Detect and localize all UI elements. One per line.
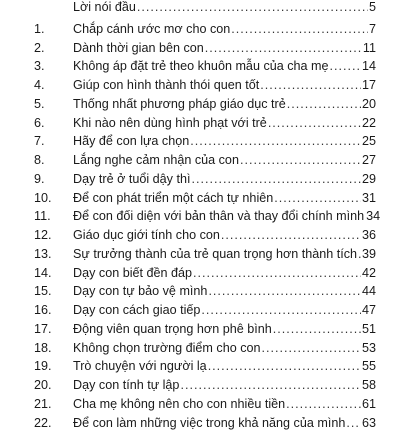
toc-entry (0, 207, 400, 225)
toc-entry-page: 42 (361, 265, 376, 280)
toc-entry (0, 414, 400, 432)
toc-entry-page: 7 (368, 21, 376, 36)
toc-entry-page: 11 (362, 40, 376, 55)
toc-entry (0, 151, 400, 169)
toc-entry (0, 226, 400, 244)
toc-entry-page: 27 (361, 153, 376, 167)
toc-entry-number: 9. (34, 171, 45, 186)
dot-leader (287, 95, 361, 113)
toc-entry-title: Sự trưởng thành của trẻ quan trọng hơn thành tích (73, 246, 358, 261)
toc-entry-page: 58 (361, 378, 376, 392)
toc-entry (0, 357, 400, 375)
toc-entry-page: 20 (361, 96, 376, 111)
toc-entry-number: 12. (34, 228, 52, 242)
dot-leader (274, 189, 361, 207)
toc-entry-title: Lời nói đầu (73, 0, 136, 14)
toc-entry-number: 10. (34, 190, 52, 205)
dot-leader (260, 76, 361, 94)
toc-entry-title: Để con phát triển một cách tự nhiên (73, 190, 274, 205)
dot-leader (330, 57, 361, 75)
toc-entry-page: 34 (366, 209, 381, 224)
toc-entry-number: 5. (34, 96, 45, 111)
toc-entry-title: Dạy con cách giao tiếp (73, 303, 201, 317)
toc-entry (0, 395, 400, 413)
toc-entry (0, 20, 400, 38)
dot-leader (268, 114, 361, 132)
dot-leader (201, 301, 361, 319)
toc-preface (0, 0, 400, 16)
toc-entry (0, 114, 400, 132)
toc-entry-number: 17. (34, 321, 52, 336)
toc-entry (0, 320, 400, 338)
toc-entry-title: Không áp đặt trẻ theo khuôn mẫu của cha mẹ (73, 59, 329, 74)
toc-entry-title: Trò chuyện với người lạ (73, 359, 207, 374)
toc-entry-number: 7. (34, 134, 45, 149)
toc-entry-title: Hãy để con lựa chọn (73, 134, 190, 149)
toc-entry-title: Dạy con tự bảo vệ mình (73, 284, 208, 299)
toc-entry-page: 5 (368, 0, 376, 14)
toc-entry-number: 21. (34, 396, 52, 411)
dot-leader (262, 339, 361, 357)
dot-leader (208, 282, 361, 300)
dot-leader (273, 320, 361, 338)
toc-entry-title: Giáo dục giới tính cho con (73, 228, 220, 242)
toc-entry-number: 18. (34, 340, 52, 355)
toc-entry-number: 2. (34, 40, 45, 55)
toc-entry-number: 22. (34, 415, 52, 430)
toc-entry-title: Để con đối diện với bản thân và thay đổi chính mình (73, 209, 365, 224)
toc-entry-page: 55 (361, 359, 376, 374)
toc-entry-page: 17 (361, 78, 376, 92)
dot-leader (205, 39, 362, 57)
toc-entry-page: 31 (361, 190, 376, 205)
toc-entry-number: 19. (34, 359, 52, 374)
toc-entry-page: 14 (361, 59, 376, 74)
toc-entry-number: 14. (34, 265, 52, 280)
toc-entry (0, 95, 400, 113)
toc-entry-title: Cha mẹ không nên cho con nhiều tiền (73, 396, 286, 411)
toc-entry-page: 51 (361, 321, 376, 336)
toc-entry-title: Chắp cánh ước mơ cho con (73, 21, 231, 36)
toc-entry (0, 339, 400, 357)
dot-leader (137, 0, 368, 16)
toc-entry-number: 20. (34, 378, 52, 392)
toc-entry (0, 282, 400, 300)
toc-entry (0, 170, 400, 188)
dot-leader (358, 245, 361, 263)
toc-entry-title: Giúp con hình thành thói quen tốt (73, 78, 260, 92)
toc-entry-page: 53 (361, 340, 376, 355)
toc-entry-number: 4. (34, 78, 45, 92)
toc-entry-page: 36 (361, 228, 376, 242)
toc-entry-page: 25 (361, 134, 376, 149)
toc-entry (0, 132, 400, 150)
toc-entry-number: 3. (34, 59, 45, 74)
toc-entry-title: Động viên quan trọng hơn phê bình (73, 321, 272, 336)
dot-leader (346, 414, 361, 432)
toc-entry (0, 376, 400, 394)
toc-entry (0, 57, 400, 75)
toc-entry (0, 245, 400, 263)
toc-entry (0, 301, 400, 319)
toc-entry-number: 13. (34, 246, 52, 261)
toc-entry-title: Không chọn trường điểm cho con (73, 340, 261, 355)
toc-entry-number: 6. (34, 115, 45, 130)
toc-entry-number: 8. (34, 153, 45, 167)
dot-leader (193, 264, 361, 282)
toc-entry-title: Dạy con tính tự lập (73, 378, 180, 392)
toc-entry-title: Dạy trẻ ở tuổi dậy thì (73, 171, 191, 186)
toc-entry (0, 76, 400, 94)
toc-entry-page: 44 (361, 284, 376, 299)
dot-leader (231, 20, 368, 38)
toc-entry-page: 61 (361, 396, 376, 411)
toc-entry-title: Khi nào nên dùng hình phạt với trẻ (73, 115, 267, 130)
toc-entry-title: Thống nhất phương pháp giáo dục trẻ (73, 96, 286, 111)
toc-entry (0, 39, 400, 57)
dot-leader (208, 357, 361, 375)
toc-entry-title: Dạy con biết đền đáp (73, 265, 193, 280)
toc-entry-number: 1. (34, 21, 45, 36)
toc-entry-page: 39 (361, 246, 376, 261)
toc-entry-number: 15. (34, 284, 52, 299)
toc-entry-title: Lắng nghe cảm nhận của con (73, 153, 239, 167)
toc-entry-number: 11. (34, 209, 51, 224)
dot-leader (221, 226, 361, 244)
toc-entry (0, 189, 400, 207)
toc-entry-page: 63 (361, 415, 376, 430)
dot-leader (180, 376, 361, 394)
toc-entry-number: 16. (34, 303, 52, 317)
toc-entry-title: Dành thời gian bên con (73, 40, 204, 55)
dot-leader (240, 151, 361, 169)
toc-entry-title: Để con làm những việc trong khả năng của mình (73, 415, 346, 430)
dot-leader (190, 132, 361, 150)
toc-entry-page: 47 (361, 303, 376, 317)
dot-leader (191, 170, 361, 188)
toc-entry (0, 264, 400, 282)
dot-leader (286, 395, 361, 413)
toc-entry-page: 29 (361, 171, 376, 186)
toc-entry-page: 22 (361, 115, 376, 130)
